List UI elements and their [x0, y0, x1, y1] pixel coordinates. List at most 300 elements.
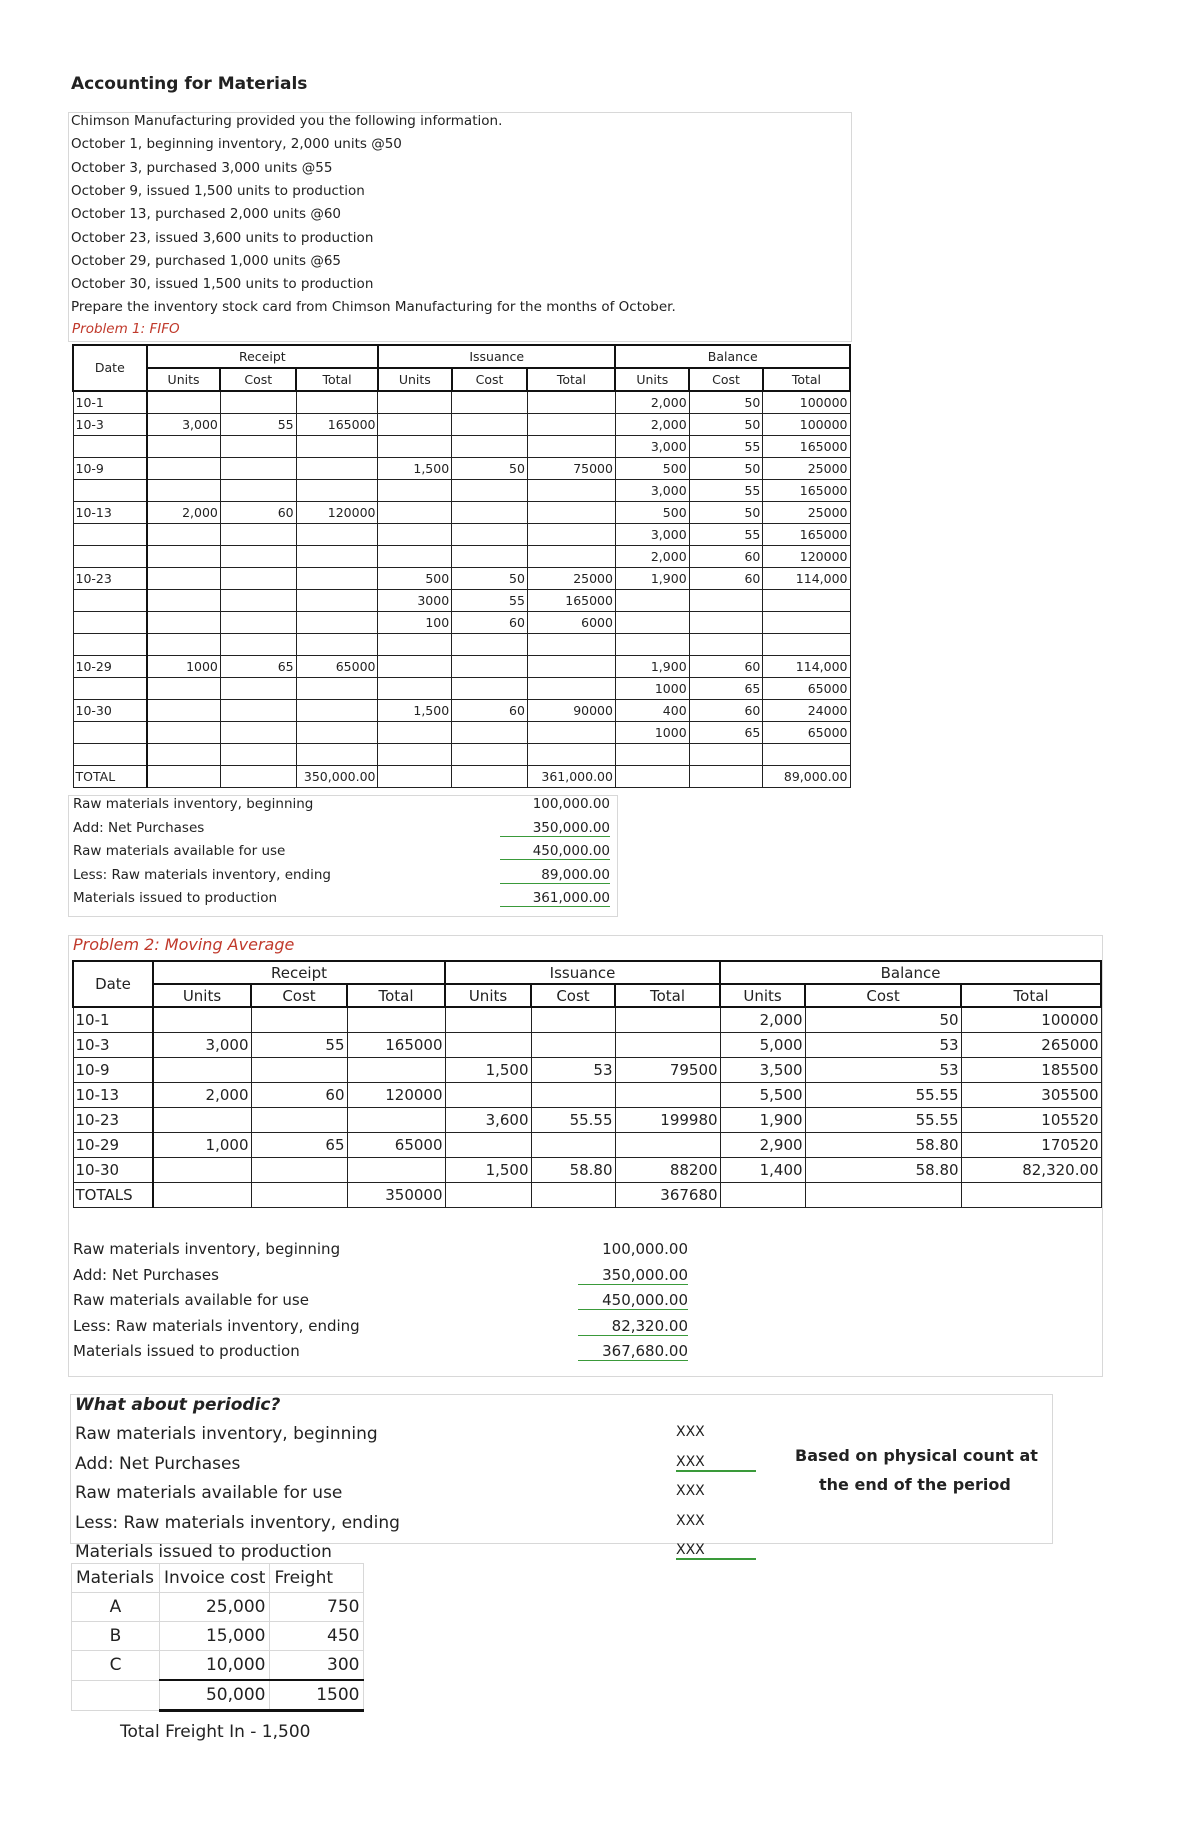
- fifo-cell: [220, 590, 296, 612]
- fifo-cell: 3000: [378, 590, 452, 612]
- ma-cell: 60: [251, 1083, 347, 1108]
- table-row: [73, 612, 850, 634]
- fifo-cell: [615, 634, 689, 656]
- fifo-cell: [689, 766, 763, 788]
- fifo-cell: [73, 546, 147, 568]
- summary-value: 89,000.00: [500, 867, 610, 884]
- periodic-value: XXX: [676, 1542, 756, 1560]
- fifo-cell: [73, 722, 147, 744]
- fifo-cell: [220, 546, 296, 568]
- ma-cell: [153, 1108, 251, 1133]
- intro-line: October 13, purchased 2,000 units @60: [71, 206, 342, 223]
- fifo-cell: [296, 524, 378, 546]
- ma-cell: [251, 1183, 347, 1208]
- fifo-cell: 65000: [763, 678, 850, 700]
- table-row: [73, 568, 850, 590]
- fifo-cell: 55: [689, 480, 763, 502]
- mat-cell: 1500: [270, 1680, 364, 1711]
- table-row: [73, 634, 850, 656]
- ma-cell: 58.80: [805, 1133, 961, 1158]
- ma-cell: [153, 1183, 251, 1208]
- fifo-cell: [378, 678, 452, 700]
- periodic-value: XXX: [676, 1483, 705, 1499]
- table-row: [73, 656, 850, 678]
- fifo-subheader: Units: [615, 368, 689, 391]
- fifo-cell: [615, 612, 689, 634]
- fifo-cell: [452, 480, 528, 502]
- fifo-cell: [452, 656, 528, 678]
- ma-cell: [153, 1007, 251, 1033]
- fifo-cell: [527, 436, 615, 458]
- ma-cell: 185500: [961, 1058, 1101, 1083]
- ma-cell: 10-3: [73, 1033, 153, 1058]
- ma-subheader: Cost: [805, 984, 961, 1007]
- periodic-value: XXX: [676, 1512, 705, 1529]
- fifo-cell: 60: [689, 700, 763, 722]
- ma-subheader: Total: [961, 984, 1101, 1007]
- table-row: [73, 436, 850, 458]
- ma-header-receipt: Receipt: [153, 961, 445, 984]
- fifo-cell: 65000: [763, 722, 850, 744]
- fifo-stock-card: [72, 344, 851, 788]
- fifo-cell: [527, 722, 615, 744]
- fifo-cell: 500: [615, 502, 689, 524]
- ma-subheader: Cost: [251, 984, 347, 1007]
- table-row: [73, 458, 850, 480]
- fifo-cell: [615, 766, 689, 788]
- ma-cell: 50: [805, 1007, 961, 1033]
- fifo-cell: 10-1: [73, 391, 147, 414]
- ma-cell: [445, 1133, 531, 1158]
- fifo-cell: [296, 634, 378, 656]
- fifo-cell: [220, 722, 296, 744]
- ma-cell: 58.80: [531, 1158, 615, 1183]
- summary-value: 450,000.00: [578, 1291, 688, 1310]
- fifo-cell: 1,500: [378, 700, 452, 722]
- periodic-label: Materials issued to production: [75, 1542, 332, 1562]
- intro-line: October 30, issued 1,500 units to production: [71, 276, 374, 293]
- fifo-cell: 3,000: [615, 524, 689, 546]
- fifo-cell: [763, 634, 850, 656]
- fifo-cell: 10-3: [73, 414, 147, 436]
- fifo-cell: [378, 722, 452, 744]
- ma-cell: 1,900: [720, 1108, 805, 1133]
- fifo-cell: 10-29: [73, 656, 147, 678]
- fifo-cell: [220, 612, 296, 634]
- fifo-cell: [147, 524, 221, 546]
- fifo-cell: [147, 700, 221, 722]
- ma-cell: 1,400: [720, 1158, 805, 1183]
- periodic-heading: What about periodic?: [75, 1395, 281, 1415]
- ma-cell: 100000: [961, 1007, 1101, 1033]
- fifo-cell: 500: [378, 568, 452, 590]
- fifo-cell: 60: [689, 568, 763, 590]
- fifo-cell: [296, 568, 378, 590]
- ma-cell: [347, 1058, 445, 1083]
- fifo-cell: 65: [220, 656, 296, 678]
- summary-value: 350,000.00: [578, 1266, 688, 1285]
- ma-cell: [615, 1083, 720, 1108]
- ma-subheader: Units: [720, 984, 805, 1007]
- summary-label: Add: Net Purchases: [73, 819, 205, 836]
- fifo-cell: 2,000: [615, 546, 689, 568]
- ma-cell: 2,900: [720, 1133, 805, 1158]
- fifo-cell: 3,000: [147, 414, 221, 436]
- periodic-value: XXX: [676, 1424, 705, 1440]
- ma-cell: 53: [531, 1058, 615, 1083]
- ma-cell: 10-29: [73, 1133, 153, 1158]
- fifo-cell: 165000: [527, 590, 615, 612]
- summary-label: Materials issued to production: [73, 890, 278, 906]
- fifo-cell: [378, 524, 452, 546]
- fifo-cell: [452, 436, 528, 458]
- ma-subheader: Cost: [531, 984, 615, 1007]
- summary-value: 100,000.00: [532, 796, 610, 812]
- ma-cell: 10-9: [73, 1058, 153, 1083]
- fifo-cell: [73, 436, 147, 458]
- page-title: Accounting for Materials: [71, 74, 308, 94]
- table-row: [73, 1133, 1101, 1158]
- summary-label: Add: Net Purchases: [73, 1265, 219, 1284]
- fifo-cell: 65000: [296, 656, 378, 678]
- ma-cell: [251, 1158, 347, 1183]
- fifo-cell: [378, 436, 452, 458]
- mat-header-invoice: Invoice cost: [160, 1564, 270, 1593]
- mat-cell: [72, 1680, 160, 1711]
- ma-cell: 88200: [615, 1158, 720, 1183]
- fifo-cell: 90000: [527, 700, 615, 722]
- fifo-cell: [147, 612, 221, 634]
- fifo-cell: [73, 634, 147, 656]
- fifo-cell: [296, 678, 378, 700]
- ma-cell: 1,000: [153, 1133, 251, 1158]
- fifo-cell: [689, 612, 763, 634]
- fifo-cell: [296, 436, 378, 458]
- ma-cell: [347, 1007, 445, 1033]
- fifo-cell: [296, 590, 378, 612]
- ma-cell: 170520: [961, 1133, 1101, 1158]
- fifo-cell: [220, 458, 296, 480]
- table-row: [73, 1183, 1101, 1208]
- ma-cell: 350000: [347, 1183, 445, 1208]
- intro-line: October 9, issued 1,500 units to production: [71, 182, 365, 199]
- ma-cell: 120000: [347, 1083, 445, 1108]
- fifo-subheader: Total: [296, 368, 378, 391]
- mat-header-freight: Freight: [270, 1564, 364, 1593]
- intro-line: October 3, purchased 3,000 units @55: [71, 159, 333, 176]
- periodic-note-line1: Based on physical count at: [795, 1446, 1038, 1465]
- fifo-cell: 50: [452, 568, 528, 590]
- fifo-cell: 75000: [527, 458, 615, 480]
- fifo-cell: [147, 744, 221, 766]
- fifo-cell: [73, 480, 147, 502]
- fifo-cell: [378, 546, 452, 568]
- ma-cell: 55: [251, 1033, 347, 1058]
- ma-cell: 55.55: [805, 1083, 961, 1108]
- ma-header-date: Date: [73, 961, 153, 1007]
- ma-cell: [251, 1007, 347, 1033]
- mat-cell: 300: [270, 1651, 364, 1681]
- ma-cell: [445, 1183, 531, 1208]
- ma-cell: 367680: [615, 1183, 720, 1208]
- fifo-heading: Problem 1: FIFO: [72, 321, 180, 337]
- table-row: [73, 744, 850, 766]
- fifo-cell: 10-23: [73, 568, 147, 590]
- fifo-cell: [147, 546, 221, 568]
- ma-cell: 3,000: [153, 1033, 251, 1058]
- table-row: [73, 1033, 1101, 1058]
- periodic-label: Raw materials available for use: [75, 1483, 343, 1503]
- fifo-cell: [296, 546, 378, 568]
- summary-label: Less: Raw materials inventory, ending: [73, 1316, 360, 1335]
- ma-cell: [347, 1158, 445, 1183]
- ma-cell: 10-13: [73, 1083, 153, 1108]
- fifo-cell: [452, 524, 528, 546]
- fifo-cell: 2,000: [147, 502, 221, 524]
- ma-cell: TOTALS: [73, 1183, 153, 1208]
- fifo-cell: [527, 524, 615, 546]
- fifo-cell: [689, 590, 763, 612]
- fifo-cell: [220, 480, 296, 502]
- ma-cell: [153, 1058, 251, 1083]
- summary-value: 350,000.00: [500, 820, 610, 837]
- fifo-cell: [452, 502, 528, 524]
- fifo-cell: 24000: [763, 700, 850, 722]
- table-row: [73, 391, 850, 414]
- table-row: [73, 546, 850, 568]
- mat-cell: 15,000: [160, 1622, 270, 1651]
- fifo-subheader: Cost: [689, 368, 763, 391]
- fifo-cell: [689, 634, 763, 656]
- fifo-cell: [763, 612, 850, 634]
- fifo-cell: [147, 436, 221, 458]
- fifo-header-issuance: Issuance: [378, 345, 615, 368]
- fifo-cell: [527, 678, 615, 700]
- ma-cell: 10-1: [73, 1007, 153, 1033]
- fifo-cell: 10-9: [73, 458, 147, 480]
- fifo-cell: 60: [689, 546, 763, 568]
- ma-cell: 82,320.00: [961, 1158, 1101, 1183]
- ma-cell: 3,600: [445, 1108, 531, 1133]
- fifo-cell: 120000: [296, 502, 378, 524]
- mat-cell: C: [72, 1651, 160, 1681]
- fifo-cell: 60: [220, 502, 296, 524]
- fifo-cell: [452, 678, 528, 700]
- table-row: [73, 1108, 1101, 1133]
- fifo-cell: [296, 744, 378, 766]
- fifo-cell: [452, 744, 528, 766]
- fifo-cell: 100000: [763, 414, 850, 436]
- fifo-cell: 120000: [763, 546, 850, 568]
- ma-cell: 79500: [615, 1058, 720, 1083]
- fifo-cell: 100: [378, 612, 452, 634]
- ma-cell: [805, 1183, 961, 1208]
- fifo-cell: [378, 656, 452, 678]
- fifo-cell: 1,900: [615, 656, 689, 678]
- fifo-cell: [147, 391, 221, 414]
- intro-line: Chimson Manufacturing provided you the following information.: [71, 113, 503, 129]
- fifo-header-balance: Balance: [615, 345, 850, 368]
- fifo-cell: 25000: [527, 568, 615, 590]
- fifo-cell: [615, 744, 689, 766]
- fifo-cell: [527, 502, 615, 524]
- summary-value: 100,000.00: [602, 1240, 688, 1258]
- mat-cell: 450: [270, 1622, 364, 1651]
- fifo-cell: [73, 590, 147, 612]
- periodic-label: Raw materials inventory, beginning: [75, 1424, 378, 1444]
- table-row: [73, 766, 850, 788]
- fifo-cell: [527, 634, 615, 656]
- table-row: [73, 502, 850, 524]
- fifo-cell: 25000: [763, 458, 850, 480]
- fifo-cell: 50: [689, 458, 763, 480]
- fifo-cell: [615, 590, 689, 612]
- ma-subheader: Total: [347, 984, 445, 1007]
- fifo-cell: [763, 590, 850, 612]
- fifo-cell: [527, 391, 615, 414]
- fifo-cell: 500: [615, 458, 689, 480]
- periodic-note-line2: the end of the period: [819, 1475, 1011, 1494]
- fifo-cell: [452, 391, 528, 414]
- fifo-cell: 60: [452, 612, 528, 634]
- ma-cell: 2,000: [153, 1083, 251, 1108]
- fifo-cell: [296, 612, 378, 634]
- fifo-cell: 1,900: [615, 568, 689, 590]
- fifo-cell: [147, 678, 221, 700]
- ma-cell: [445, 1083, 531, 1108]
- mat-cell: 10,000: [160, 1651, 270, 1681]
- fifo-subheader: Cost: [452, 368, 528, 391]
- moving-average-stock-card: [72, 960, 1102, 1208]
- table-row: [73, 1058, 1101, 1083]
- ma-cell: [615, 1007, 720, 1033]
- intro-line: October 29, purchased 1,000 units @65: [71, 252, 342, 269]
- fifo-cell: 1000: [615, 678, 689, 700]
- fifo-cell: [378, 634, 452, 656]
- table-row: [73, 722, 850, 744]
- fifo-cell: [527, 480, 615, 502]
- ma-cell: 53: [805, 1058, 961, 1083]
- fifo-cell: [220, 436, 296, 458]
- fifo-cell: [378, 744, 452, 766]
- fifo-cell: 165000: [763, 524, 850, 546]
- periodic-label: Add: Net Purchases: [75, 1453, 241, 1474]
- fifo-cell: 55: [452, 590, 528, 612]
- materials-footer: Total Freight In - 1,500: [120, 1722, 311, 1742]
- ma-cell: [615, 1033, 720, 1058]
- ma-cell: 10-30: [73, 1158, 153, 1183]
- ma-cell: 265000: [961, 1033, 1101, 1058]
- fifo-cell: [452, 546, 528, 568]
- table-row: [72, 1593, 364, 1622]
- summary-label: Raw materials available for use: [73, 843, 286, 859]
- fifo-cell: [378, 391, 452, 414]
- periodic-label: Less: Raw materials inventory, ending: [75, 1512, 400, 1533]
- ma-cell: 1,500: [445, 1158, 531, 1183]
- fifo-cell: 3,000: [615, 480, 689, 502]
- mat-cell: A: [72, 1593, 160, 1622]
- fifo-cell: [220, 744, 296, 766]
- ma-header-issuance: Issuance: [445, 961, 720, 984]
- fifo-cell: [378, 502, 452, 524]
- fifo-cell: [220, 524, 296, 546]
- fifo-cell: 60: [689, 656, 763, 678]
- fifo-cell: [147, 568, 221, 590]
- fifo-cell: 3,000: [615, 436, 689, 458]
- fifo-cell: [220, 700, 296, 722]
- fifo-cell: [527, 744, 615, 766]
- summary-label: Raw materials available for use: [73, 1291, 309, 1309]
- ma-cell: 65: [251, 1133, 347, 1158]
- fifo-cell: 55: [689, 436, 763, 458]
- fifo-cell: [73, 678, 147, 700]
- table-row: [73, 678, 850, 700]
- ma-cell: [961, 1183, 1101, 1208]
- fifo-cell: 6000: [527, 612, 615, 634]
- ma-cell: 1,500: [445, 1058, 531, 1083]
- ma-cell: 305500: [961, 1083, 1101, 1108]
- fifo-cell: 55: [220, 414, 296, 436]
- ma-cell: 58.80: [805, 1158, 961, 1183]
- ma-cell: [531, 1133, 615, 1158]
- ma-cell: [531, 1033, 615, 1058]
- fifo-subheader: Units: [147, 368, 221, 391]
- fifo-cell: 165000: [296, 414, 378, 436]
- summary-label: Raw materials inventory, beginning: [73, 1240, 341, 1258]
- ma-cell: [153, 1158, 251, 1183]
- table-row: [72, 1680, 364, 1711]
- fifo-cell: [378, 480, 452, 502]
- ma-cell: [531, 1083, 615, 1108]
- fifo-cell: [527, 656, 615, 678]
- fifo-cell: 100000: [763, 391, 850, 414]
- fifo-header-date: Date: [73, 345, 147, 391]
- intro-line: October 1, beginning inventory, 2,000 units @50: [71, 136, 402, 153]
- fifo-cell: [73, 612, 147, 634]
- fifo-cell: [147, 634, 221, 656]
- intro-line: Prepare the inventory stock card from Chimson Manufacturing for the months of October.: [71, 299, 676, 316]
- fifo-cell: [527, 414, 615, 436]
- summary-value: 367,680.00: [578, 1342, 688, 1361]
- fifo-cell: 114,000: [763, 568, 850, 590]
- table-row: [73, 480, 850, 502]
- summary-label: Materials issued to production: [73, 1342, 300, 1360]
- summary-label: Raw materials inventory, beginning: [73, 796, 314, 812]
- fifo-cell: [220, 391, 296, 414]
- fifo-cell: 361,000.00: [527, 766, 615, 788]
- fifo-cell: 1000: [615, 722, 689, 744]
- ma-cell: 105520: [961, 1108, 1101, 1133]
- ma-cell: [531, 1007, 615, 1033]
- fifo-cell: [220, 568, 296, 590]
- fifo-cell: [220, 678, 296, 700]
- fifo-subheader: Total: [763, 368, 850, 391]
- fifo-cell: [147, 458, 221, 480]
- fifo-cell: [378, 766, 452, 788]
- ma-cell: 65000: [347, 1133, 445, 1158]
- mat-cell: 750: [270, 1593, 364, 1622]
- fifo-cell: [220, 634, 296, 656]
- ma-cell: 5,500: [720, 1083, 805, 1108]
- fifo-cell: 1,500: [378, 458, 452, 480]
- ma-cell: 3,500: [720, 1058, 805, 1083]
- mat-cell: 25,000: [160, 1593, 270, 1622]
- fifo-cell: [689, 744, 763, 766]
- fifo-cell: 65: [689, 722, 763, 744]
- fifo-cell: 50: [689, 414, 763, 436]
- table-row: [73, 590, 850, 612]
- ma-cell: [615, 1133, 720, 1158]
